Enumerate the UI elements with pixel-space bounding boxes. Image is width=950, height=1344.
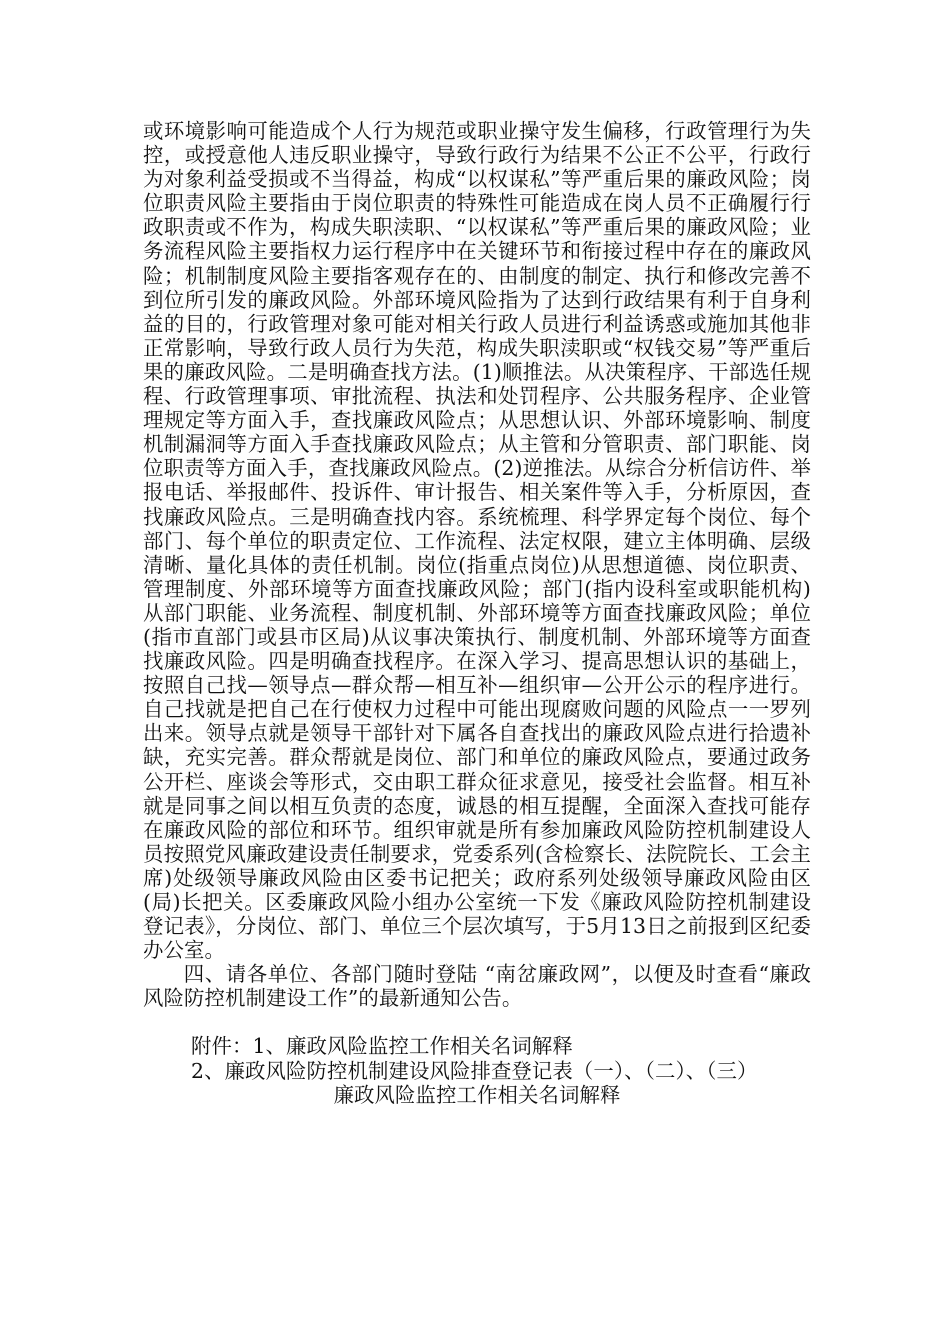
item-four-paragraph: 四、请各单位、各部门随时登陆 “南岔廉政网”，以便及时查看“廉政风险防控机制建设工作”的最新通知公告。	[143, 962, 811, 1011]
blank-line	[143, 1010, 811, 1034]
next-section-title: 廉政风险监控工作相关名词解释	[333, 1082, 621, 1107]
document-body	[143, 119, 811, 1107]
attachment-line-1: 附件：1、廉政风险监控工作相关名词解释	[191, 1034, 573, 1059]
main-paragraph: 或环境影响可能造成个人行为规范或职业操守发生偏移，行政管理行为失控，或授意他人违反职业操守，导致行政行为结果不公正不公平，行政行为对象利益受损或不当得益，构成“以权谋私”等严重后果的廉政风险；岗位职责风险主要指由于岗位职责的特殊性可能造成在岗人员不正确履行行政职责或不作为，构成失职渎职、“以权谋私”等严重后果的廉政风险；业务流程风险主要指权力运行程序中在关键环节和衔接过程中存在的廉政风险；机制制度风险主要指客观存在的、由制度的制定、执行和修改完善不到位所引发的廉政风险。外部环境风险指为了达到行政结果有利于自身利益的目的，行政管理对象可能对相关行政人员进行利益诱惑或施加其他非正常影响，导致行政人员行为失范，构成失职渎职或“权钱交易”等严重后果的廉政风险。二是明确查找方法。(1)顺推法。从决策程序、干部选任规程、行政管理事项、审批流程、执法和处罚程序、公共服务程序、企业管理规定等方面入手，查找廉政风险点；从思想认识、外部环境影响、制度机制漏洞等方面入手查找廉政风险点；从主管和分管职责、部门职能、岗位职责等方面入手，查找廉政风险点。(2)逆推法。从综合分析信访件、举报电话、举报邮件、投诉件、审计报告、相关案件等入手，分析原因，查找廉政风险点。三是明确查找内容。系统梳理、科学界定每个岗位、每个部门、每个单位的职责定位、工作流程、法定权限，建立主体明确、层级清晰、量化具体的责任机制。岗位(指重点岗位)从思想道德、岗位职责、管理制度、外部环境等方面查找廉政风险；部门(指内设科室或职能机构)从部门职能、业务流程、制度机制、外部环境等方面查找廉政风险；单位(指市直部门或县市区局)从议事决策执行、制度机制、外部环境等方面查找廉政风险。四是明确查找程序。在深入学习、提高思想认识的基础上，按照自己找—领导点—群众帮—相互补—组织审—公开公示的程序进行。自己找就是把自己在行使权力过程中可能出现腐败问题的风险点一一罗列出来。领导点就是领导干部针对下属各自查找出的廉政风险点进行拾遗补缺，充实完善。群众帮就是岗位、部门和单位的廉政风险点，要通过政务公开栏、座谈会等形式，交由职工群众征求意见，接受社会监督。相互补就是同事之间以相互负责的态度，诚恳的相互提醒，全面深入查找可能存在廉政风险的部位和环节。组织审就是所有参加廉政风险防控机制建设人员按照党风廉政建设责任制要求，党委系列(含检察长、法院院长、工会主席)处级领导廉政风险由区委书记把关；政府系列处级领导廉政风险由区(局)长把关。区委廉政风险小组办公室统一下发《廉政风险防控机制建设登记表》，分岗位、部门、单位三个层次填写，于5月13日之前报到区纪委办公室。	[143, 119, 811, 963]
attachment-line-2: 2、廉政风险防控机制建设风险排查登记表（一）、（二）、（三）	[191, 1058, 758, 1083]
